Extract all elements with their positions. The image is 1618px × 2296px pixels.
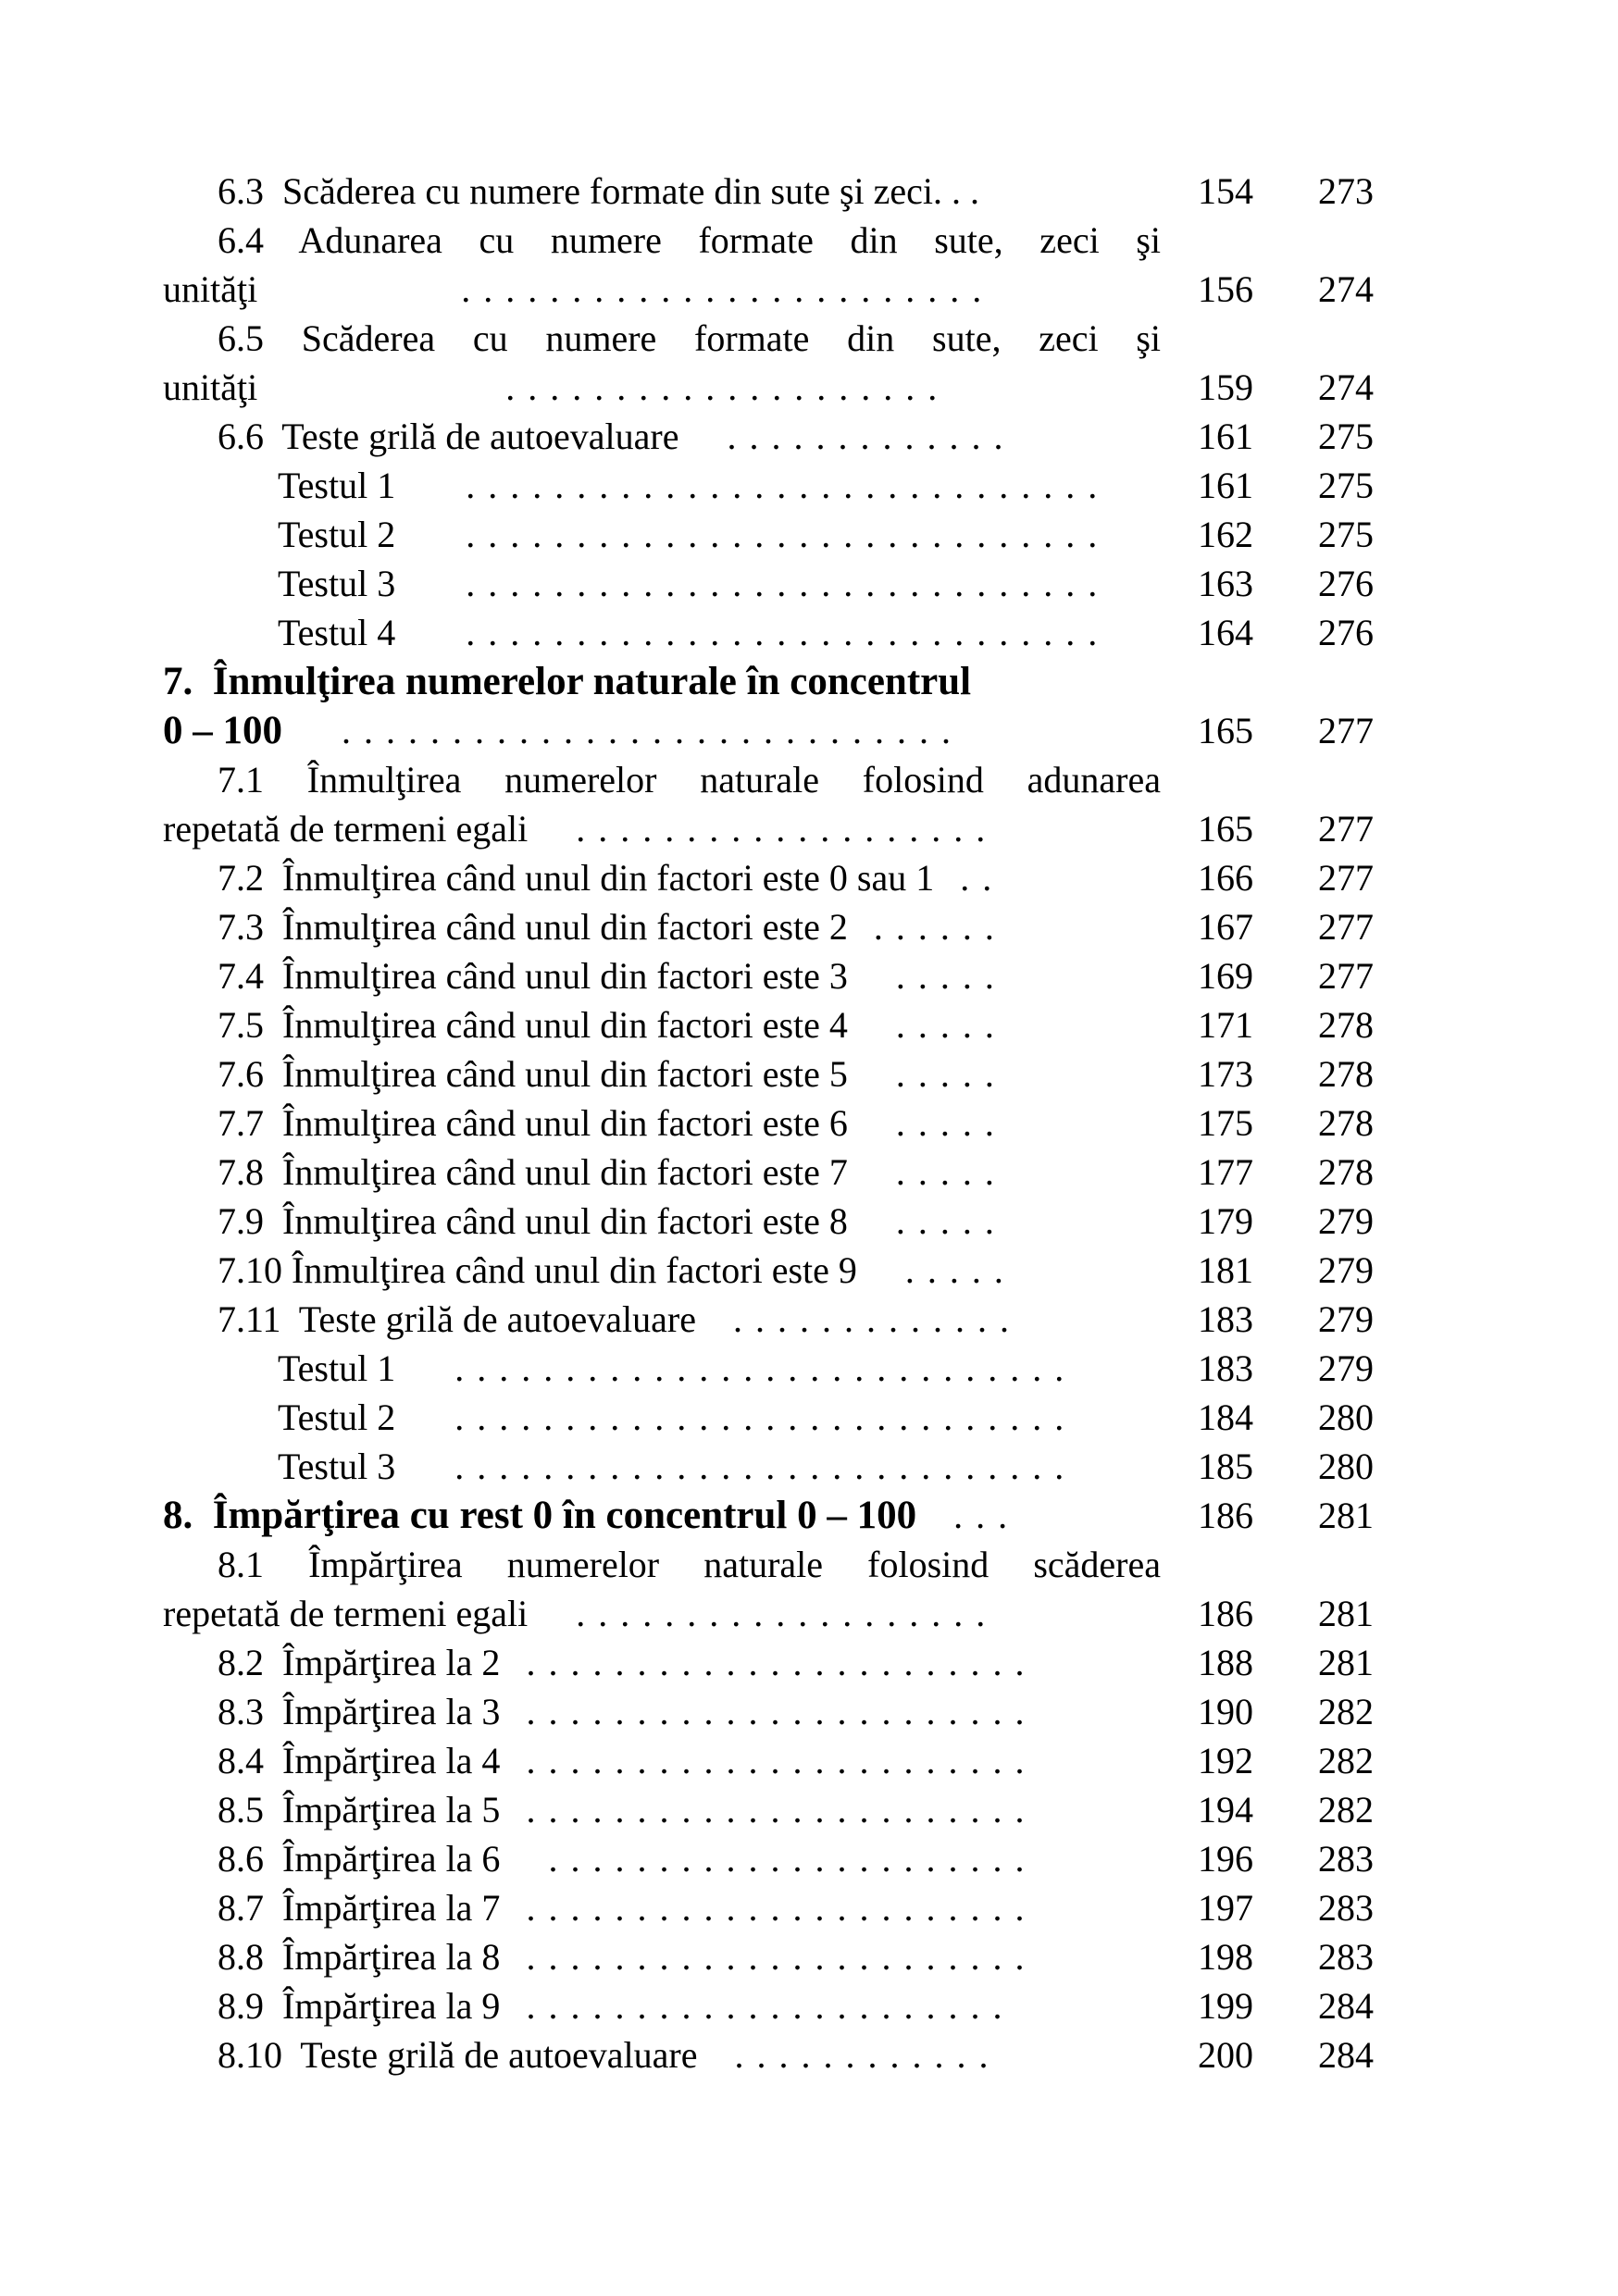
dot-leader: . . . . . xyxy=(873,1053,996,1095)
toc-page-number-answers: 283 xyxy=(1318,1887,1374,1929)
toc-row xyxy=(163,1344,1401,1393)
toc-page-number-book: 165 xyxy=(1198,710,1253,751)
toc-page-number-answers: 277 xyxy=(1318,906,1374,948)
toc-entry-title: 8.4 Împărţirea la 4 xyxy=(218,1740,501,1781)
toc-entry-text xyxy=(218,1981,1161,2030)
toc-page-number-book: 179 xyxy=(1198,1200,1253,1242)
toc-page-number-answers: 275 xyxy=(1318,514,1374,555)
dot-leader: . . . . . . . . . . . . . . . . . . . . . . . . . . . . xyxy=(308,710,952,751)
toc-entry-text xyxy=(278,608,1161,657)
toc-row xyxy=(163,1442,1401,1491)
toc-row xyxy=(163,1932,1401,1981)
toc-page-number-answers: 276 xyxy=(1318,563,1374,604)
toc-page-number-answers: 277 xyxy=(1318,710,1374,751)
toc-entry-title: 7.1 Înmulţirea numerelor naturale folosind adunarea xyxy=(218,759,1161,800)
toc-row xyxy=(163,1638,1401,1687)
toc-page-number-book: 175 xyxy=(1198,1102,1253,1144)
toc-page-number-book: 173 xyxy=(1198,1053,1253,1095)
toc-row xyxy=(163,461,1401,510)
toc-entry-title: 8.8 Împărţirea la 8 xyxy=(218,1936,501,1978)
toc-row xyxy=(163,1393,1401,1442)
toc-page-number-answers: 275 xyxy=(1318,416,1374,457)
toc-page-number-answers: 274 xyxy=(1318,366,1374,408)
toc-entry-title: unităţi xyxy=(163,268,258,310)
dot-leader: . . . . . . . . . . . . . . . . . . . . . . xyxy=(526,1985,1004,2027)
toc-entry-text xyxy=(218,1098,1161,1148)
toc-page-number-book: 199 xyxy=(1198,1985,1253,2027)
toc-entry-text xyxy=(218,1049,1161,1098)
toc-row-wrapped-line xyxy=(163,657,1161,706)
toc-entry-text xyxy=(163,1491,1161,1540)
toc-entry-title: 6.4 Adunarea cu numere formate din sute, zeci şi xyxy=(218,219,1161,261)
toc-entry-title: 8.7 Împărţirea la 7 xyxy=(218,1887,501,1929)
toc-page-number-answers: 282 xyxy=(1318,1691,1374,1732)
toc-page-number-book: 186 xyxy=(1198,1593,1253,1634)
toc-entry-title: 8.9 Împărţirea la 9 xyxy=(218,1985,501,2027)
toc-page-number-book: 194 xyxy=(1198,1789,1253,1831)
toc-row xyxy=(163,1148,1401,1197)
toc-row xyxy=(163,1049,1401,1098)
toc-page-number-answers: 281 xyxy=(1318,1593,1374,1634)
toc-page-number-answers: 284 xyxy=(1318,1985,1374,2027)
toc-page-number-answers: 277 xyxy=(1318,955,1374,997)
toc-entry-text xyxy=(278,559,1161,608)
toc-page-number-answers: 282 xyxy=(1318,1789,1374,1831)
toc-page-number-answers: 284 xyxy=(1318,2034,1374,2076)
toc-page-number-answers: 278 xyxy=(1318,1151,1374,1193)
toc-entry-text xyxy=(163,706,1161,755)
toc-entry-title: 7.3 Înmulţirea când unul din factori este 2 xyxy=(218,906,848,948)
toc-entry-text xyxy=(218,1736,1161,1785)
dot-leader: . . . . . . . . . . . . . . . . . . . . xyxy=(283,366,940,408)
toc-entry-text xyxy=(218,1148,1161,1197)
dot-leader: . . . . . . . . . . . . . . . . . . . . . . . . . . . . . xyxy=(421,612,1100,653)
toc-page-number-book: 167 xyxy=(1198,906,1253,948)
toc-entry-title: 8.5 Împărţirea la 5 xyxy=(218,1789,501,1831)
toc-page-number-book: 197 xyxy=(1198,1887,1253,1929)
toc-page-number-answers: 283 xyxy=(1318,1936,1374,1978)
toc-row xyxy=(163,1883,1401,1932)
toc-entry-title: 7.9 Înmulţirea când unul din factori este 8 xyxy=(218,1200,848,1242)
toc-entry-title: Testul 4 xyxy=(278,612,396,653)
toc-page-number-answers: 283 xyxy=(1318,1838,1374,1880)
dot-leader: . . . . . . . . . . . . . . . . . . . . . . . xyxy=(526,1691,1027,1732)
toc-entry-text xyxy=(218,1883,1161,1932)
dot-leader: . . . . . . . . . . . . . xyxy=(722,1298,1011,1340)
toc-entry-title: repetată de termeni egali xyxy=(163,1593,529,1634)
toc-row xyxy=(163,1098,1401,1148)
toc-page-number-book: 169 xyxy=(1198,955,1253,997)
toc-entry-text xyxy=(218,1295,1161,1344)
toc-page-number-book: 188 xyxy=(1198,1642,1253,1683)
toc-page-number-answers: 277 xyxy=(1318,857,1374,899)
toc-row xyxy=(163,1246,1401,1295)
dot-leader: . . . . . . . . . . . . . . . . . . . . . . . xyxy=(526,1789,1027,1831)
toc-entry-title: 7.4 Înmulţirea când unul din factori este 3 xyxy=(218,955,848,997)
toc-entry-text xyxy=(218,412,1161,461)
toc-row xyxy=(163,1000,1401,1049)
toc-row xyxy=(163,1736,1401,1785)
toc-page-number-book: 186 xyxy=(1198,1495,1253,1536)
toc-page-number-answers: 280 xyxy=(1318,1396,1374,1438)
toc-entry-title: Testul 1 xyxy=(278,1347,396,1389)
dot-leader: . . . . . xyxy=(873,1102,996,1144)
toc-row xyxy=(163,608,1401,657)
dot-leader: . . . . . . . . . . . . . . . . . . . . . . . . . . . . xyxy=(421,1446,1066,1487)
toc-page-number-book: 190 xyxy=(1198,1691,1253,1732)
toc-entry-title: 7.8 Înmulţirea când unul din factori este 7 xyxy=(218,1151,848,1193)
toc-page-number-book: 154 xyxy=(1198,170,1253,212)
toc-page-number-book: 159 xyxy=(1198,366,1253,408)
toc-entry-title: 7.5 Înmulţirea când unul din factori este 4 xyxy=(218,1004,848,1046)
toc-page-number-book: 177 xyxy=(1198,1151,1253,1193)
toc-entry-text xyxy=(218,853,1161,902)
toc-entry-title: 8.6 Împărţirea la 6 xyxy=(218,1838,501,1880)
toc-entry-title: 6.6 Teste grilă de autoevaluare xyxy=(218,416,679,457)
toc-entry-title: unităţi xyxy=(163,366,258,408)
toc-entry-text xyxy=(278,1393,1161,1442)
toc-page-number-book: 184 xyxy=(1198,1396,1253,1438)
toc-entry-title: Testul 2 xyxy=(278,1396,396,1438)
toc-entry-title: Testul 2 xyxy=(278,514,396,555)
toc-entry-title: 0 – 100 xyxy=(163,709,282,752)
toc-entry-title: 7.11 Teste grilă de autoevaluare xyxy=(218,1298,696,1340)
dot-leader: . . . . . . . . . . . . . . . . . . . . . . . . . . . . . xyxy=(421,514,1100,555)
toc-entry-text xyxy=(163,265,1161,314)
dot-leader: . . . . . . . . . . . . . xyxy=(704,416,1005,457)
dot-leader: . . . . . . . . . . . . . . . . . . . . . . . xyxy=(526,1887,1027,1929)
toc-row-wrapped-line xyxy=(163,755,1161,804)
toc-entry-text xyxy=(278,1442,1161,1491)
toc-entry-text xyxy=(163,1589,1161,1638)
toc-page-number-answers: 278 xyxy=(1318,1004,1374,1046)
toc-page-number-answers: 278 xyxy=(1318,1102,1374,1144)
toc-row xyxy=(163,167,1401,216)
toc-entry-title: 8. Împărţirea cu rest 0 în concentrul 0 – 100 xyxy=(163,1494,917,1537)
toc-row xyxy=(163,1785,1401,1834)
dot-leader: . . . . . . . . . . . . . . . . . . . . . . . xyxy=(526,1740,1027,1781)
toc-row xyxy=(163,902,1401,951)
dot-leader: . . . . . . . . . . . . xyxy=(723,2034,990,2076)
toc-page-number-answers: 276 xyxy=(1318,612,1374,653)
toc-page-number-book: 162 xyxy=(1198,514,1253,555)
dot-leader: . . . . . xyxy=(873,1004,996,1046)
dot-leader: . . . . . xyxy=(882,1249,1005,1291)
toc-entry-title: 8.3 Împărţirea la 3 xyxy=(218,1691,501,1732)
toc-page-number-book: 181 xyxy=(1198,1249,1253,1291)
toc-page-number-book: 161 xyxy=(1198,416,1253,457)
toc-entry-title: 7.10 Înmulţirea când unul din factori este 9 xyxy=(218,1249,857,1291)
toc-row xyxy=(163,853,1401,902)
toc-page-number-book: 183 xyxy=(1198,1347,1253,1389)
toc-entry-title: 8.1 Împărţirea numerelor naturale folosind scăderea xyxy=(218,1544,1161,1585)
toc-rows xyxy=(163,167,1401,2079)
dot-leader: . . xyxy=(960,857,994,899)
toc-row xyxy=(163,559,1401,608)
toc-entry-title: 6.3 Scăderea cu numere formate din sute şi zeci. . . xyxy=(218,170,980,212)
toc-page-number-answers: 273 xyxy=(1318,170,1374,212)
toc-row xyxy=(163,1197,1401,1246)
toc-row xyxy=(163,1295,1401,1344)
toc-entry-text xyxy=(163,804,1161,853)
toc-entry-title: 7.2 Înmulţirea când unul din factori este 0 sau 1 xyxy=(218,857,935,899)
toc-entry-text xyxy=(218,1932,1161,1981)
toc-entry-title: 8.10 Teste grilă de autoevaluare xyxy=(218,2034,698,2076)
toc-row xyxy=(163,1981,1401,2030)
toc-row-wrapped-line xyxy=(163,1540,1161,1589)
dot-leader: . . . . . . . . . . . . . . . . . . . xyxy=(554,1593,988,1634)
toc-row xyxy=(163,363,1401,412)
dot-leader: . . . . . . . . . . . . . . . . . . . . . . . . . . . . . xyxy=(421,563,1100,604)
dot-leader: . . . . . . . . . . . . . . . . . . . xyxy=(554,808,988,850)
toc-row xyxy=(163,412,1401,461)
toc-entry-title: 7. Înmulţirea numerelor naturale în concentrul xyxy=(163,660,972,703)
toc-page-number-answers: 274 xyxy=(1318,268,1374,310)
toc-row-wrapped-line xyxy=(163,314,1161,363)
toc-page-number-answers: 279 xyxy=(1318,1298,1374,1340)
toc-entry-text xyxy=(218,951,1161,1000)
toc-page-number-answers: 281 xyxy=(1318,1642,1374,1683)
toc-row xyxy=(163,1687,1401,1736)
toc-page-number-answers: 282 xyxy=(1318,1740,1374,1781)
dot-leader: . . . . . . . . . . . . . . . . . . . . . . . xyxy=(526,1642,1027,1683)
dot-leader: . . . . . . . . . . . . . . . . . . . . . . . . xyxy=(283,268,984,310)
toc-page-number-book: 192 xyxy=(1198,1740,1253,1781)
toc-row-wrapped-line xyxy=(163,216,1161,265)
dot-leader: . . . xyxy=(942,1495,1010,1536)
toc-entry-text xyxy=(218,2030,1161,2079)
toc-entry-text xyxy=(218,1197,1161,1246)
toc-row xyxy=(163,951,1401,1000)
toc-entry-title: Testul 1 xyxy=(278,465,396,506)
toc-entry-text xyxy=(163,363,1161,412)
toc-entry-text xyxy=(218,1000,1161,1049)
toc-entry-title: 8.2 Împărţirea la 2 xyxy=(218,1642,501,1683)
toc-entry-text xyxy=(278,510,1161,559)
toc-row xyxy=(163,1589,1401,1638)
toc-entry-title: 6.5 Scăderea cu numere formate din sute, zeci şi xyxy=(218,317,1161,359)
toc-entry-title: repetată de termeni egali xyxy=(163,808,529,850)
toc-row xyxy=(163,510,1401,559)
toc-row xyxy=(163,2030,1401,2079)
toc-page-number-answers: 281 xyxy=(1318,1495,1374,1536)
toc-page-number-book: 163 xyxy=(1198,563,1253,604)
toc-page-number-book: 165 xyxy=(1198,808,1253,850)
toc-page-number-answers: 279 xyxy=(1318,1347,1374,1389)
toc-page-number-book: 196 xyxy=(1198,1838,1253,1880)
toc-entry-text xyxy=(218,1638,1161,1687)
toc-page-number-book: 164 xyxy=(1198,612,1253,653)
dot-leader: . . . . . . . . . . . . . . . . . . . . . . . . . . . . xyxy=(421,1396,1066,1438)
toc-page-number-answers: 279 xyxy=(1318,1200,1374,1242)
toc-page-number-book: 166 xyxy=(1198,857,1253,899)
toc-page-number-answers: 278 xyxy=(1318,1053,1374,1095)
dot-leader: . . . . . . . . . . . . . . . . . . . . . . . xyxy=(526,1936,1027,1978)
toc-row xyxy=(163,265,1401,314)
toc-page-number-answers: 275 xyxy=(1318,465,1374,506)
dot-leader: . . . . . xyxy=(873,955,996,997)
toc-row xyxy=(163,706,1401,755)
toc-page-number-book: 198 xyxy=(1198,1936,1253,1978)
toc-entry-title: Testul 3 xyxy=(278,563,396,604)
toc-entry-title: Testul 3 xyxy=(278,1446,396,1487)
dot-leader: . . . . . xyxy=(873,1200,996,1242)
dot-leader: . . . . . . . . . . . . . . . . . . . . . . . . . . . . . xyxy=(421,465,1100,506)
dot-leader: . . . . . . . . . . . . . . . . . . . . . . xyxy=(526,1838,1027,1880)
toc-row xyxy=(163,1834,1401,1883)
toc-entry-title: 7.6 Înmulţirea când unul din factori este 5 xyxy=(218,1053,848,1095)
toc-entry-text xyxy=(218,1834,1161,1883)
toc-page-number-answers: 277 xyxy=(1318,808,1374,850)
toc-entry-text xyxy=(218,167,1161,216)
toc-entry-text xyxy=(218,902,1161,951)
toc-page-number-book: 183 xyxy=(1198,1298,1253,1340)
dot-leader: . . . . . xyxy=(873,1151,996,1193)
toc-entry-text xyxy=(218,1246,1161,1295)
toc-entry-title: 7.7 Înmulţirea când unul din factori este 6 xyxy=(218,1102,848,1144)
toc-entry-text xyxy=(218,1687,1161,1736)
toc-page-number-answers: 280 xyxy=(1318,1446,1374,1487)
toc-row xyxy=(163,1491,1401,1540)
toc-entry-text xyxy=(218,1785,1161,1834)
toc-page-number-book: 200 xyxy=(1198,2034,1253,2076)
toc-entry-text xyxy=(278,1344,1161,1393)
dot-leader: . . . . . . . . . . . . . . . . . . . . . . . . . . . . xyxy=(421,1347,1066,1389)
toc-page-number-book: 161 xyxy=(1198,465,1253,506)
toc-entry-text xyxy=(278,461,1161,510)
toc-page-number-answers: 279 xyxy=(1318,1249,1374,1291)
dot-leader: . . . . . . xyxy=(873,906,996,948)
toc-row xyxy=(163,804,1401,853)
toc-page-number-book: 185 xyxy=(1198,1446,1253,1487)
toc-page-number-book: 156 xyxy=(1198,268,1253,310)
toc-page-number-book: 171 xyxy=(1198,1004,1253,1046)
